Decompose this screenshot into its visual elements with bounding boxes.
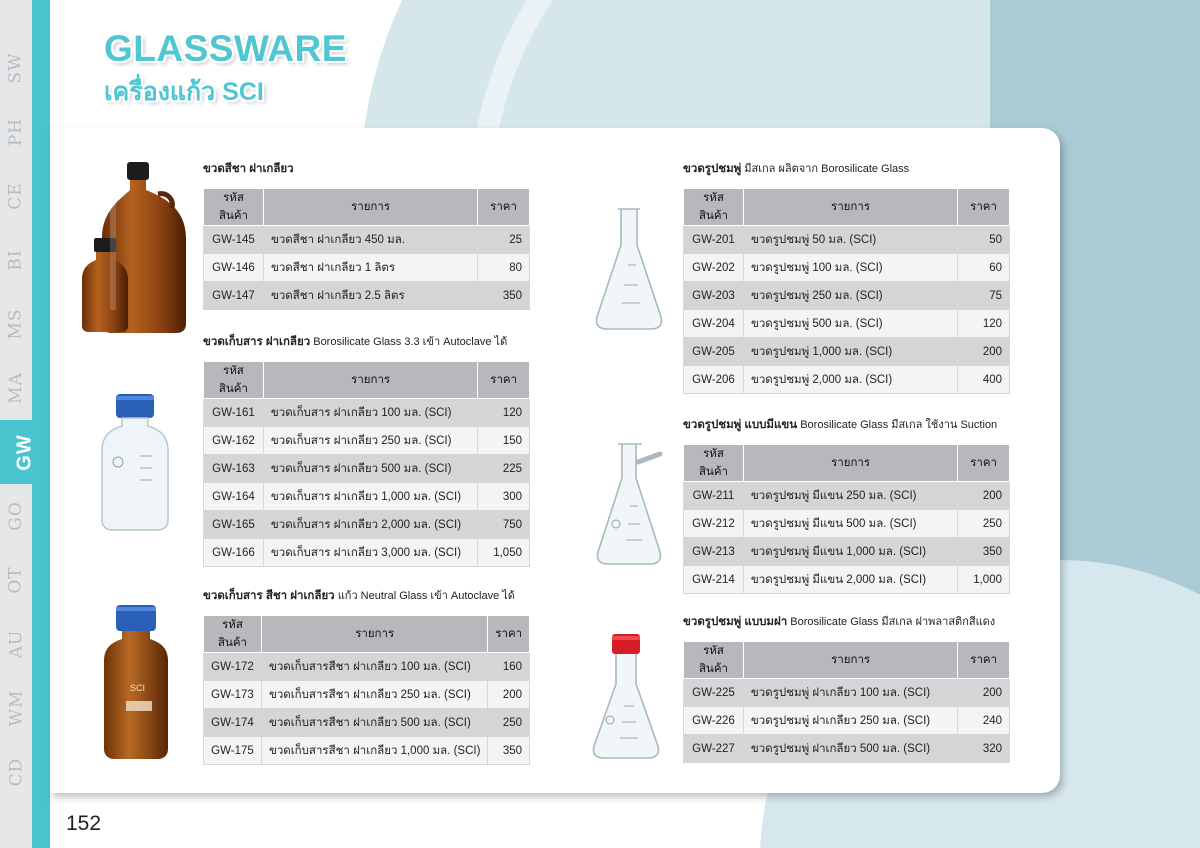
sidebar-tab-label: SW — [6, 52, 26, 84]
sidebar-tab-gw[interactable] — [0, 420, 50, 484]
cell-item: ขวดรูปชมพู่ มีแขน 2,000 มล. (SCI) — [743, 566, 957, 594]
column-header-code: รหัสสินค้า — [204, 616, 262, 653]
cell-item: ขวดสีชา ฝาเกลียว 1 ลิตร — [263, 254, 477, 282]
cell-price: 240 — [958, 707, 1010, 735]
cell-code: GW-146 — [204, 254, 264, 282]
cell-item: ขวดรูปชมพู่ ฝาเกลียว 100 มล. (SCI) — [743, 679, 957, 707]
column-header-price: ราคา — [478, 189, 530, 226]
cell-code: GW-201 — [684, 226, 744, 254]
cell-item: ขวดรูปชมพู่ 50 มล. (SCI) — [743, 226, 957, 254]
cell-price: 75 — [958, 282, 1010, 310]
sidebar-tab-ma[interactable] — [0, 356, 32, 420]
table-row — [204, 539, 530, 567]
table-row — [204, 226, 530, 254]
cell-code: GW-145 — [204, 226, 264, 254]
table-row — [204, 483, 530, 511]
sidebar-tab-label: GW — [13, 433, 36, 471]
cell-price: 1,050 — [478, 539, 530, 567]
cell-code: GW-165 — [204, 511, 264, 539]
cell-item: ขวดรูปชมพู่ 100 มล. (SCI) — [743, 254, 957, 282]
cell-code: GW-225 — [684, 679, 744, 707]
table-row — [204, 399, 530, 427]
page-subtitle: เครื่องแก้ว SCI — [104, 78, 264, 106]
sidebar-tab-label: GO — [6, 501, 26, 531]
svg-text:SCI: SCI — [130, 683, 146, 693]
column-header-price: ราคา — [958, 189, 1010, 226]
cell-code: GW-172 — [204, 653, 262, 681]
table-row — [684, 254, 1010, 282]
cell-code: GW-213 — [684, 538, 744, 566]
column-header-item: รายการ — [261, 616, 487, 653]
table-header-row — [204, 362, 530, 399]
table-header-row — [204, 616, 530, 653]
cell-price: 225 — [478, 455, 530, 483]
cell-price: 60 — [958, 254, 1010, 282]
table-row — [684, 282, 1010, 310]
table-row — [684, 566, 1010, 594]
sidebar-tab-label: CE — [5, 182, 26, 210]
sidebar-tab-label: OT — [6, 566, 26, 594]
cell-item: ขวดเก็บสาร ฝาเกลียว 500 มล. (SCI) — [263, 455, 478, 483]
filter-flask-image — [592, 440, 672, 572]
column-header-code: รหัสสินค้า — [684, 189, 744, 226]
section-title: ขวดรูปชมพู่ แบบมฝา Borosilicate Glass มีสเกล ฝาพลาสติกสีแดง — [683, 616, 996, 628]
sidebar-tab-label: MA — [6, 372, 26, 404]
sidebar-tab-ms[interactable] — [0, 292, 32, 356]
cell-item: ขวดเก็บสาร ฝาเกลียว 1,000 มล. (SCI) — [263, 483, 478, 511]
column-header-item: รายการ — [743, 642, 957, 679]
column-header-item: รายการ — [743, 445, 957, 482]
sidebar-tab-label: WM — [6, 689, 27, 727]
table-row — [204, 282, 530, 310]
column-header-item: รายการ — [263, 362, 478, 399]
sidebar-tab-label: PH — [5, 117, 26, 147]
page-number: 152 — [66, 812, 102, 835]
price-table — [203, 615, 530, 765]
table-row — [684, 226, 1010, 254]
cell-code: GW-214 — [684, 566, 744, 594]
table-header-row — [684, 642, 1010, 679]
cell-code: GW-211 — [684, 482, 744, 510]
sidebar-tab-go[interactable] — [0, 484, 32, 548]
column-header-code: รหัสสินค้า — [684, 445, 744, 482]
cell-item: ขวดเก็บสารสีชา ฝาเกลียว 100 มล. (SCI) — [261, 653, 487, 681]
section-filter-flasks — [683, 416, 1010, 594]
cell-item: ขวดสีชา ฝาเกลียว 450 มล. — [263, 226, 477, 254]
cell-item: ขวดเก็บสารสีชา ฝาเกลียว 500 มล. (SCI) — [261, 709, 487, 737]
section-title: ขวดรูปชมพู่ มีสเกล ผลิตจาก Borosilicate Glass — [683, 163, 910, 175]
cell-item: ขวดเก็บสารสีชา ฝาเกลียว 1,000 มล. (SCI) — [261, 737, 487, 765]
cell-item: ขวดเก็บสาร ฝาเกลียว 2,000 มล. (SCI) — [263, 511, 478, 539]
table-row — [204, 455, 530, 483]
section-screw-cap-flasks — [683, 613, 1010, 763]
cell-price: 160 — [488, 653, 530, 681]
section-amber-reagent-bottles — [203, 587, 530, 765]
price-table — [203, 361, 530, 567]
section-title: ขวดรูปชมพู่ แบบมีแขน Borosilicate Glass มีสเกล ใช้งาน Suction — [683, 419, 998, 431]
cell-code: GW-174 — [204, 709, 262, 737]
column-header-code: รหัสสินค้า — [204, 189, 264, 226]
cell-code: GW-163 — [204, 455, 264, 483]
cell-code: GW-205 — [684, 338, 744, 366]
cell-code: GW-202 — [684, 254, 744, 282]
cell-code: GW-212 — [684, 510, 744, 538]
sidebar-tab-cd[interactable] — [0, 740, 32, 804]
cell-price: 400 — [958, 366, 1010, 394]
cell-item: ขวดรูปชมพู่ มีแขน 250 มล. (SCI) — [743, 482, 957, 510]
screw-cap-flask-image — [590, 632, 666, 764]
cell-price: 350 — [488, 737, 530, 765]
section-amber-bottles — [203, 160, 530, 310]
cell-price: 120 — [478, 399, 530, 427]
cell-item: ขวดสีชา ฝาเกลียว 2.5 ลิตร — [263, 282, 477, 310]
table-row — [684, 510, 1010, 538]
clear-reagent-bottle-image — [100, 392, 170, 532]
table-row — [684, 366, 1010, 394]
table-row — [204, 427, 530, 455]
cell-code: GW-147 — [204, 282, 264, 310]
table-row — [684, 482, 1010, 510]
cell-price: 350 — [958, 538, 1010, 566]
cell-price: 750 — [478, 511, 530, 539]
cell-code: GW-206 — [684, 366, 744, 394]
cell-price: 300 — [478, 483, 530, 511]
section-reagent-bottles — [203, 333, 530, 567]
sidebar-tab-wm[interactable] — [0, 676, 32, 740]
cell-item: ขวดรูปชมพู่ 250 มล. (SCI) — [743, 282, 957, 310]
cell-code: GW-226 — [684, 707, 744, 735]
cell-price: 150 — [478, 427, 530, 455]
column-header-price: ราคา — [478, 362, 530, 399]
cell-price: 200 — [488, 681, 530, 709]
price-table — [683, 444, 1010, 594]
price-table — [203, 188, 530, 310]
table-row — [204, 737, 530, 765]
sidebar-tab-sw[interactable] — [0, 36, 32, 100]
cell-price: 350 — [478, 282, 530, 310]
cell-item: ขวดรูปชมพู่ ฝาเกลียว 500 มล. (SCI) — [743, 735, 957, 763]
price-table — [683, 641, 1010, 763]
cell-price: 200 — [958, 679, 1010, 707]
cell-item: ขวดรูปชมพู่ ฝาเกลียว 250 มล. (SCI) — [743, 707, 957, 735]
sidebar-tab-ot[interactable] — [0, 548, 32, 612]
column-header-price: ราคา — [958, 445, 1010, 482]
table-row — [684, 679, 1010, 707]
cell-item: ขวดรูปชมพู่ มีแขน 500 มล. (SCI) — [743, 510, 957, 538]
cell-price: 200 — [958, 482, 1010, 510]
table-row — [204, 254, 530, 282]
column-header-price: ราคา — [488, 616, 530, 653]
sidebar-tab-ph[interactable] — [0, 100, 32, 164]
table-row — [204, 709, 530, 737]
cell-code: GW-161 — [204, 399, 264, 427]
sidebar-tab-au[interactable] — [0, 612, 32, 676]
cell-price: 25 — [478, 226, 530, 254]
table-row — [684, 707, 1010, 735]
amber-bottles-image — [74, 160, 196, 335]
cell-item: ขวดเก็บสาร ฝาเกลียว 3,000 มล. (SCI) — [263, 539, 478, 567]
cell-code: GW-166 — [204, 539, 264, 567]
sidebar-tab-label: BI — [6, 249, 26, 271]
cell-price: 250 — [958, 510, 1010, 538]
column-header-price: ราคา — [958, 642, 1010, 679]
price-table — [683, 188, 1010, 394]
cell-item: ขวดรูปชมพู่ 500 มล. (SCI) — [743, 310, 957, 338]
table-row — [204, 653, 530, 681]
cell-price: 50 — [958, 226, 1010, 254]
cell-price: 1,000 — [958, 566, 1010, 594]
cell-code: GW-227 — [684, 735, 744, 763]
column-header-code: รหัสสินค้า — [684, 642, 744, 679]
cell-item: ขวดเก็บสารสีชา ฝาเกลียว 250 มล. (SCI) — [261, 681, 487, 709]
table-header-row — [684, 445, 1010, 482]
cell-item: ขวดรูปชมพู่ 1,000 มล. (SCI) — [743, 338, 957, 366]
cell-code: GW-162 — [204, 427, 264, 455]
cell-item: ขวดรูปชมพู่ 2,000 มล. (SCI) — [743, 366, 957, 394]
cell-code: GW-175 — [204, 737, 262, 765]
cell-code: GW-204 — [684, 310, 744, 338]
cell-price: 320 — [958, 735, 1010, 763]
table-row — [684, 538, 1010, 566]
cell-code: GW-203 — [684, 282, 744, 310]
page-title: GLASSWARE — [104, 28, 347, 69]
table-row — [204, 511, 530, 539]
cell-item: ขวดเก็บสาร ฝาเกลียว 250 มล. (SCI) — [263, 427, 478, 455]
table-row — [684, 735, 1010, 763]
table-header-row — [684, 189, 1010, 226]
sidebar-tab-ce[interactable] — [0, 164, 32, 228]
column-header-code: รหัสสินค้า — [204, 362, 264, 399]
section-title: ขวดเก็บสาร สีชา ฝาเกลียว แก้ว Neutral Glass เข้า Autoclave ได้ — [203, 590, 515, 602]
table-row — [684, 310, 1010, 338]
column-header-item: รายการ — [743, 189, 957, 226]
sidebar-tab-label: AU — [5, 629, 26, 659]
cell-code: GW-173 — [204, 681, 262, 709]
section-title: ขวดสีชา ฝาเกลียว — [203, 163, 294, 175]
cell-price: 120 — [958, 310, 1010, 338]
table-row — [684, 338, 1010, 366]
cell-price: 250 — [488, 709, 530, 737]
sidebar-tab-label: MS — [6, 308, 26, 340]
amber-reagent-bottle-image — [104, 603, 168, 765]
sidebar-tab-bi[interactable] — [0, 228, 32, 292]
table-header-row — [204, 189, 530, 226]
cell-item: ขวดรูปชมพู่ มีแขน 1,000 มล. (SCI) — [743, 538, 957, 566]
cell-code: GW-164 — [204, 483, 264, 511]
section-erlenmeyer-flasks — [683, 160, 1010, 394]
section-title: ขวดเก็บสาร ฝาเกลียว Borosilicate Glass 3.3 เข้า Autoclave ได้ — [203, 336, 508, 348]
sidebar-tab-label: CD — [5, 757, 26, 787]
erlenmeyer-flask-image — [594, 205, 664, 335]
cell-price: 80 — [478, 254, 530, 282]
cell-item: ขวดเก็บสาร ฝาเกลียว 100 มล. (SCI) — [263, 399, 478, 427]
column-header-item: รายการ — [263, 189, 477, 226]
table-row — [204, 681, 530, 709]
cell-price: 200 — [958, 338, 1010, 366]
